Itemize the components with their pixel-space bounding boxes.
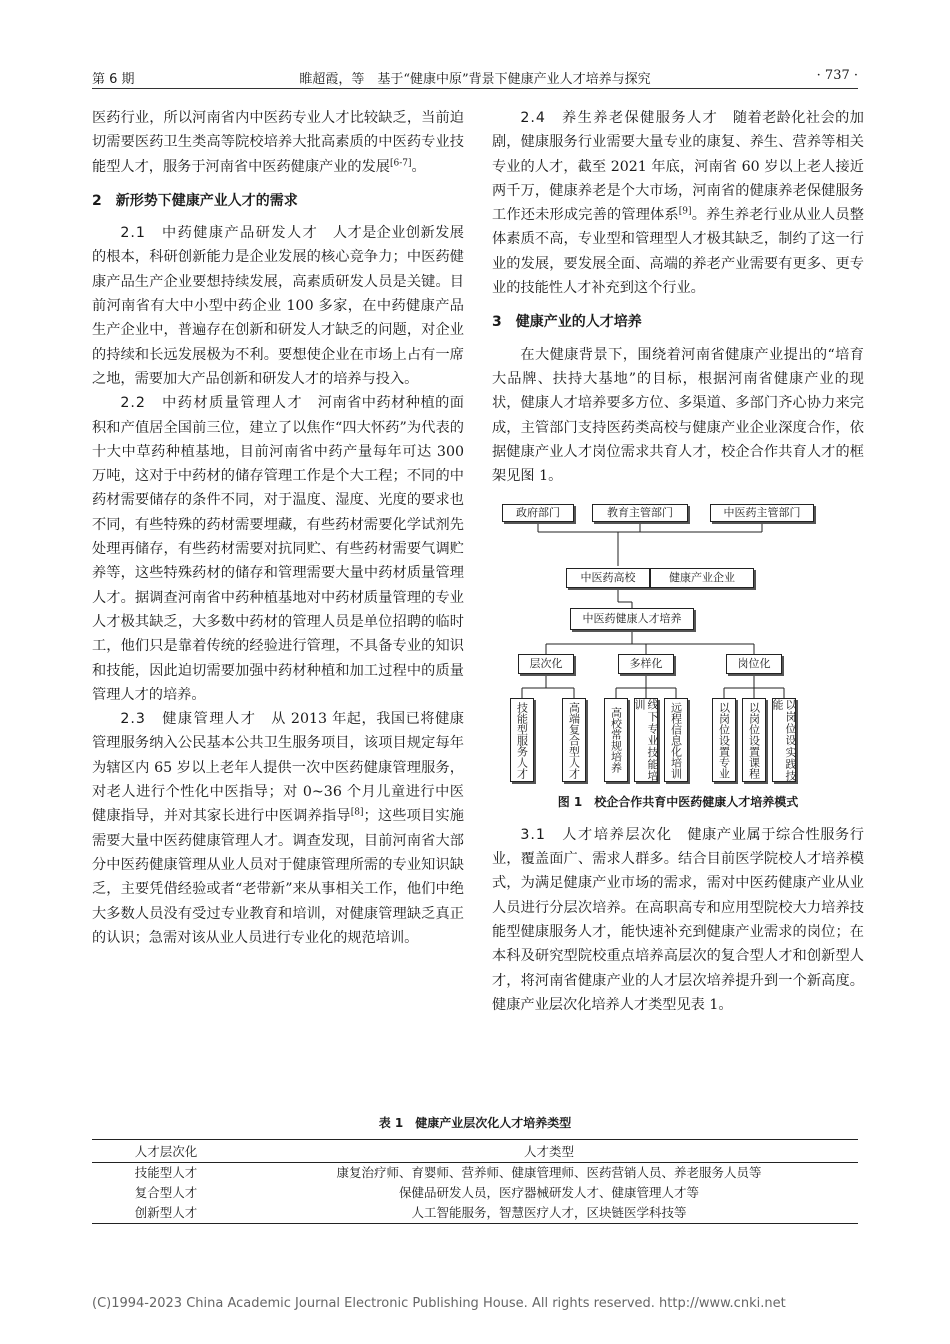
table-cell: 人工智能服务，智慧医疗人才，区块链医学科技等 bbox=[240, 1203, 858, 1224]
citation: [8] bbox=[350, 807, 364, 818]
box-job-oriented: 岗位化 bbox=[726, 654, 782, 674]
leaf-remote-training: 远程信息化培训 bbox=[664, 698, 688, 782]
leaf-job-practice: 以岗位设实践技能 bbox=[771, 699, 797, 782]
box-tcm-authority: 中医药主管部门 bbox=[710, 504, 814, 522]
box-layered: 层次化 bbox=[518, 654, 574, 674]
section-3-intro: 在大健康背景下，围绕着河南省健康产业提出的“培育大品牌、扶持大基地”的目标，根据河南省健康产业的现状，健康人才培养要多方位、多渠道、多部门齐心协力来完成，主管部门支持医药类高校与健康产业企业深度合作，依据健康产业人才岗位需求共育人才，校企合作共育人才的框架见图 1。 bbox=[492, 346, 864, 485]
talent-type-table bbox=[92, 1139, 858, 1224]
box-government: 政府部门 bbox=[502, 504, 574, 522]
table-header: 人才层次化 bbox=[92, 1140, 240, 1163]
leaf-composite-talent: 高端复合型人才 bbox=[562, 698, 586, 782]
section-2-2: 2.2 中药材质量管理人才 河南省中药材种植的面积和产值居全国前三位，建立了以焦作“四大怀药”为代表的十大中草药种植基地，目前河南省中药产量每年可达 300 万吨，这对于中药材的储存管理工作是个大工程；不同的中药材需要储存的条件不同，对于温度、湿度、光度的要求也不同，有些特殊的药材需要埋藏，有些药材需要化学试剂先处理再储存，有些药材需要对抗同贮、有些药材需要气调贮养等，这些特殊药材的储存和管理需要大量中药材质量管理人才。据调查河南省中药种植基地对中药材质量管理的专业人才极其缺乏，大多数中药材的管理人员是单位招聘的临时工，他们只是靠着传统的经验进行管理，不具备专业的知识和技能，因此迫切需要加强中药材种植和加工过程中的质量管理人才的培养。 bbox=[92, 395, 464, 703]
box-tcm-university: 中医药高校 bbox=[566, 568, 650, 588]
section-2-4: 2.4 养生养老保健服务人才 随着老龄化社会的加剧，健康服务行业需要大量专业的康复、养生、营养等相关专业的人才，截至 2021 年底，河南省 60 岁以上老人接近两千万，健康养老是个大市场，河南省的健康养老保健服务工作还未形成完善的管理体系[9]。养生养老行业从业人员整体素质不高，专业型和管理型人才极其缺乏，制约了这一行业的发展，要发展全面、高端的养老产业需要有更多、更专业的技能性人才补充到这个行业。 bbox=[492, 110, 864, 297]
left-column bbox=[92, 106, 464, 950]
table-header: 人才类型 bbox=[240, 1140, 858, 1163]
figure-caption: 图 1 校企合作共育中医药健康人才培养模式 bbox=[557, 795, 799, 810]
running-title: 睢超霞，等 基于“健康中原”背景下健康产业人才培养与探究 bbox=[299, 72, 651, 87]
table-cell: 创新型人才 bbox=[92, 1203, 240, 1224]
table-cell: 技能型人才 bbox=[134, 1165, 198, 1180]
page-number: · 737 · bbox=[816, 68, 858, 83]
section-3-1: 3.1 人才培养层次化 健康产业属于综合性服务行业，覆盖面广、需求人群多。结合目前医学院校人才培养模式，为满足健康产业市场的需求，需对中医药健康产业从业人员进行分层次培养。在高职高专和应用型院校大力培养技能型健康服务人才，能快速补充到健康产业需求的岗位；在本科及研究型院校重点培养高层次的复合型人才和创新型人才，将河南省健康产业的人才层次培养提升到一个新高度。健康产业层次化培养人才类型见表 1。 bbox=[492, 826, 864, 1013]
running-header bbox=[92, 66, 858, 89]
table-cell: 康复治疗师、育婴师、营养师、健康管理师、医药营销人员、养老服务人员等 bbox=[336, 1165, 762, 1180]
section-3-heading: 3 健康产业的人才培养 bbox=[492, 314, 642, 331]
section-2-heading: 2 新形势下健康产业人才的需求 bbox=[92, 192, 298, 209]
table-row bbox=[92, 1183, 858, 1203]
right-column bbox=[492, 106, 864, 1017]
leaf-skill-talent: 技能型服务人才 bbox=[510, 698, 534, 782]
paragraph-continued: 医药行业，所以河南省内中医药专业人才比较缺乏，当前迫切需要医药卫生类高等院校培养大批高素质的中医药专业技能型人才，服务于河南省中医药健康产业的发展[6-7]。 bbox=[92, 110, 464, 175]
leaf-job-major: 以岗位设置专业 bbox=[712, 698, 736, 782]
table-cell: 复合型人才 bbox=[134, 1185, 198, 1200]
section-2-3: 2.3 健康管理人才 从 2013 年起，我国已将健康管理服务纳入公民基本公共卫生服务项目，该项目规定每年为辖区内 65 岁以上老年人提供一次中医药健康管理服务，对老人进行个性化中医指导；对 0~36 个月儿童进行中医健康指导，并对其家长进行中医调养指导[8]；这些项目实施需要大量中医药健康管理人才。调查发现，目前河南省大部分中医药健康管理从业人员对于健康管理所需的专业知识缺乏，主要凭借经验或者“老带新”来从事相关工作，他们中绝大多数人员没有受过专业教育和培训，对健康管理缺乏真正的认识；急需对该从业人员进行专业化的规范培训。 bbox=[92, 711, 464, 946]
table-row bbox=[92, 1203, 858, 1224]
table-1 bbox=[92, 1114, 858, 1224]
table-caption: 表 1 健康产业层次化人才培养类型 bbox=[378, 1116, 572, 1130]
table-cell: 保健品研发人员，医疗器械研发人才、健康管理人才等 bbox=[398, 1185, 699, 1200]
leaf-regular-training: 高校常规培养 bbox=[604, 698, 628, 782]
leaf-offline-training: 线下专业技能培训 bbox=[633, 699, 659, 782]
figure-1-diagram bbox=[492, 496, 864, 786]
copyright-footer: (C)1994-2023 China Academic Journal Electronic Publishing House. All rights reserved. http://www.cnki.net bbox=[92, 1296, 786, 1311]
issue-label: 第 6 期 bbox=[92, 72, 135, 87]
box-diversified: 多样化 bbox=[618, 654, 674, 674]
box-health-enterprise: 健康产业企业 bbox=[650, 568, 754, 588]
box-education-authority: 教育主管部门 bbox=[592, 504, 688, 522]
citation: [6-7] bbox=[389, 157, 412, 168]
section-2-1: 2.1 中药健康产品研发人才 人才是企业创新发展的根本，科研创新能力是企业发展的核心竞争力；中医药健康产品生产企业要想持续发展，高素质研发人员是关键。目前河南省有大中小型中药企业 100 多家，在中药健康产品生产企业中，普遍存在创新和研发人才缺乏的问题，对企业的持续和长远发展极为不利。要想使企业在市场上占有一席之地，需要加大产品创新和研发人才的培养与投入。 bbox=[92, 225, 464, 387]
citation: [9] bbox=[678, 206, 692, 217]
leaf-job-course: 以岗位设置课程 bbox=[742, 698, 766, 782]
box-talent-cultivation: 中医药健康人才培养 bbox=[570, 608, 694, 630]
table-row bbox=[92, 1163, 858, 1184]
